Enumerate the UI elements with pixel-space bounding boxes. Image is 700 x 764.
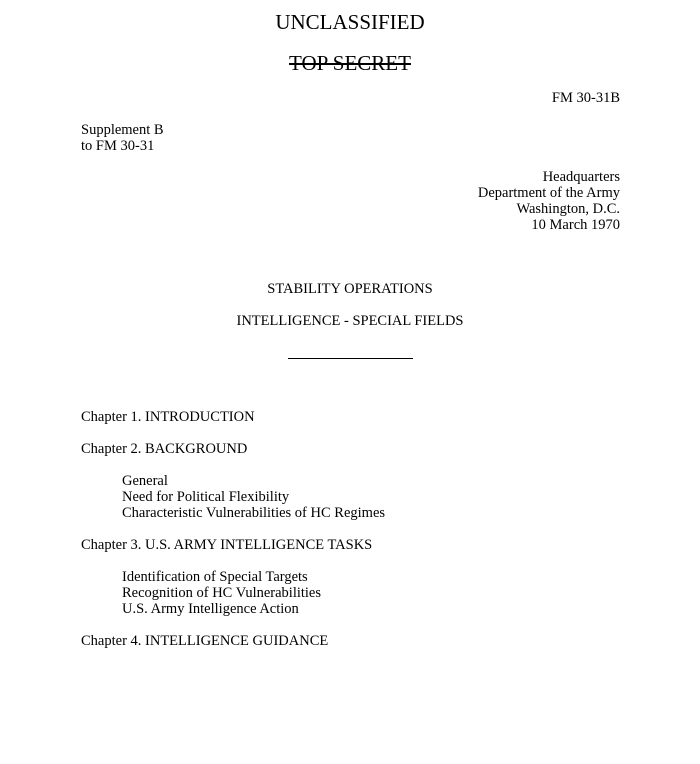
issuer-line-2: Department of the Army [477,185,620,201]
former-classification-marking [0,51,700,75]
struck-classification-text: TOP SECRET [289,51,411,75]
document-number: FM 30-31B [551,90,620,106]
toc-chapter-3-item: U.S. Army Intelligence Action [122,601,299,617]
issue-date: 10 March 1970 [531,217,620,233]
toc-chapter-2-item: Characteristic Vulnerabilities of HC Regimes [122,505,386,521]
supplement-line-1: Supplement B [81,122,164,138]
toc-chapter-2-item: General [122,473,168,489]
toc-chapter-3-item: Identification of Special Targets [122,569,308,585]
title-divider [288,358,413,359]
document-subtitle: INTELLIGENCE - SPECIAL FIELDS [236,313,464,329]
toc-chapter-3: Chapter 3. U.S. ARMY INTELLIGENCE TASKS [81,537,373,553]
toc-chapter-4: Chapter 4. INTELLIGENCE GUIDANCE [81,633,329,649]
classification-marking: UNCLASSIFIED [275,10,425,34]
supplement-line-2: to FM 30-31 [81,138,155,154]
issuer-line-1: Headquarters [542,169,620,185]
toc-chapter-3-item: Recognition of HC Vulnerabilities [122,585,322,601]
toc-chapter-1: Chapter 1. INTRODUCTION [81,409,255,425]
toc-chapter-2: Chapter 2. BACKGROUND [81,441,248,457]
issuer-line-3: Washington, D.C. [516,201,620,217]
document-title: STABILITY OPERATIONS [267,281,433,297]
toc-chapter-2-item: Need for Political Flexibility [122,489,290,505]
